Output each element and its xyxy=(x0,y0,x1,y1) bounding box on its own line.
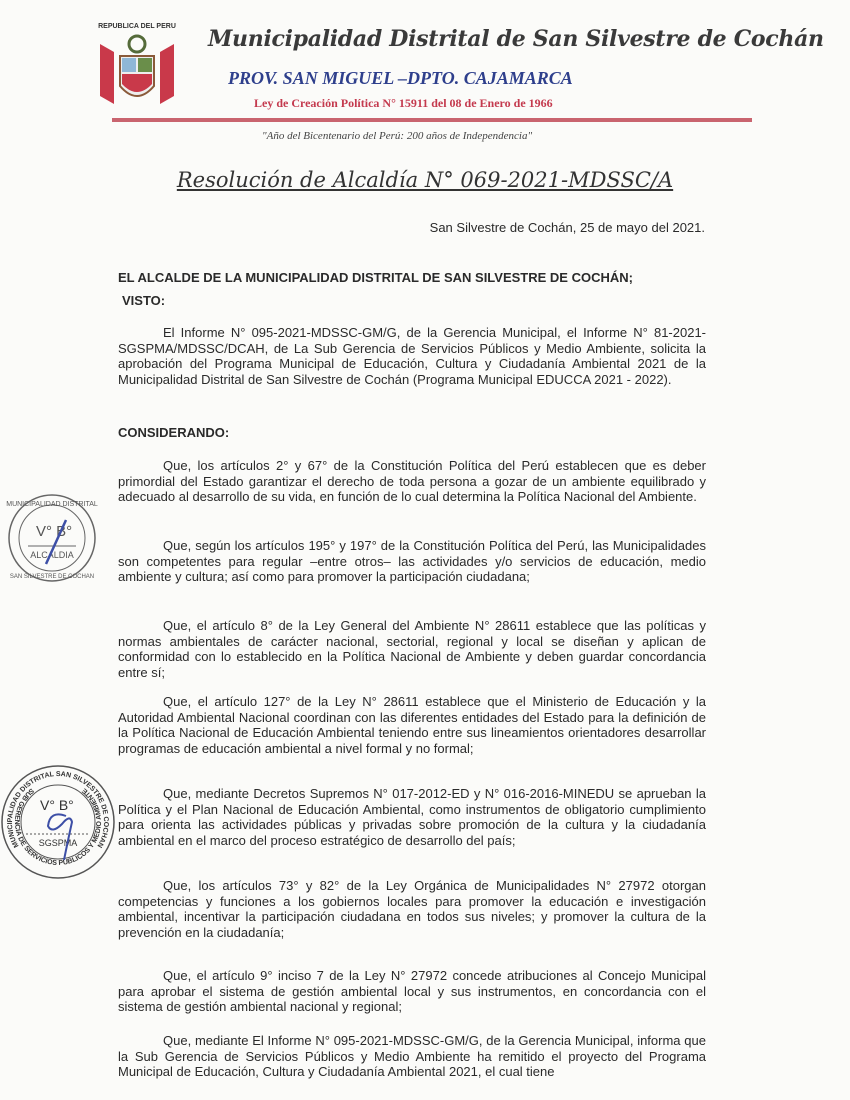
stamp-top-textpath: MUNICIPALIDAD DISTRITAL SAN SILVESTRE DE COCHAN xyxy=(6,770,110,849)
visto-paragraph xyxy=(118,325,706,387)
paragraph-text: Que, los artículos 73° y 82° de la Ley Orgánica de Municipalidades N° 27972 otorgan competencias y funciones a los gobiernos locales para promover la educación e investigación ambiental, incentivar la participación ciudadana en todos sus niveles; y promover la cultura de la prevención en la ciudadanía; xyxy=(118,878,706,940)
creation-law: Ley de Creación Política N° 15911 del 08 de Enero de 1966 xyxy=(254,96,553,110)
coat-of-arms-logo xyxy=(92,14,182,114)
stamp-mark: V° B° xyxy=(40,797,74,813)
province-line: PROV. SAN MIGUEL –DPTO. CAJAMARCA xyxy=(228,68,573,88)
stamp-label: ALCALDIA xyxy=(30,550,74,560)
paragraph-text: Que, mediante Decretos Supremos N° 017-2012-ED y N° 016-2016-MINEDU se aprueban la Política y el Plan Nacional de Educación Ambiental, como instrumentos de obligatorio cumplimiento para orienta las actividades públicas y privadas sobre promoción de la cultura y la ciudadanía ambiental en el marco del proceso estratégico de desarrollo del país; xyxy=(118,786,706,848)
sgspma-approval-stamp xyxy=(0,764,116,880)
alcaldia-approval-stamp xyxy=(6,492,98,584)
date-line: San Silvestre de Cochán, 25 de mayo del 2021. xyxy=(429,220,705,235)
considerando-paragraph xyxy=(118,538,706,585)
authority-heading: EL ALCALDE DE LA MUNICIPALIDAD DISTRITAL DE SAN SILVESTRE DE COCHÁN; xyxy=(118,270,633,285)
year-motto: "Año del Bicentenario del Perú: 200 años de Independencia" xyxy=(262,130,533,142)
stamp-top-text: MUNICIPALIDAD DISTRITAL xyxy=(6,501,98,508)
paragraph-text: Que, según los artículos 195° y 197° de la Constitución Política del Perú, las Municipalidades son competentes para regular –entre otros– las actividades y/o servicios de educación, medio ambiente y cultura; así como para promover la participación ciudadana; xyxy=(118,538,706,585)
considerando-paragraph xyxy=(118,694,706,756)
considerando-paragraph xyxy=(118,618,706,680)
considerando-paragraph xyxy=(118,1033,706,1080)
header-divider xyxy=(112,118,752,122)
stamp-mark: V° B° xyxy=(36,523,73,540)
municipality-name: Municipalidad Distrital de San Silvestre de Cochán xyxy=(208,26,824,52)
considerando-paragraph xyxy=(118,458,706,505)
visto-text: El Informe N° 095-2021-MDSSC-GM/G, de la Gerencia Municipal, el Informe N° 81-2021-SGSPMA/MDSSC/DCAH, de La Sub Gerencia de Servicios Públicos y Medio Ambiente, solicita la aprobación del Programa Municipal de Educación, Cultura y Ciudadanía Ambiental 2021 de la Municipalidad Distrital de San Silvestre de Cochán (Programa Municipal EDUCCA 2021 - 2022). xyxy=(118,325,706,387)
resolution-title-wrap xyxy=(0,168,850,192)
paragraph-text: Que, mediante El Informe N° 095-2021-MDSSC-GM/G, de la Gerencia Municipal, informa que la Sub Gerencia de Servicios Públicos y Medio Ambiente ha remitido el proyecto del Programa Municipal de Educación, Cultura y Ciudadanía Ambiental 2021, el cual tiene xyxy=(118,1033,706,1080)
svg-text:REPUBLICA DEL PERU: REPUBLICA DEL PERU xyxy=(98,23,176,30)
considerando-paragraph xyxy=(118,968,706,1015)
visto-heading: VISTO: xyxy=(122,293,166,308)
considerando-paragraph xyxy=(118,878,706,940)
paragraph-text: Que, el artículo 8° de la Ley General del Ambiente N° 28611 establece que las políticas y normas ambientales de carácter nacional, sectorial, regional y local se diseñan y aplican de conformidad con lo establecido en la Política Nacional de Ambiente y deben guardar concordancia entre sí; xyxy=(118,618,706,680)
paragraph-text: Que, el artículo 127° de la Ley N° 28611 establece que el Ministerio de Educación y la Autoridad Ambiental Nacional coordinan con las diferentes entidades del Estado para la definición de la Política Nacional de Educación Ambiental teniendo entre sus lineamientos orientadores desarrollar programas de educación ambiental a nivel formal y no formal; xyxy=(118,694,706,756)
stamp-bottom-textpath: SUB GERENCIA DE SERVICIOS PUBLICOS Y MEDIO AMBIENTE xyxy=(12,786,104,868)
paragraph-text: Que, el artículo 9° inciso 7 de la Ley N° 27972 concede atribuciones al Concejo Municipal para aprobar el sistema de gestión ambiental local y sus instrumentos, en concordancia con el sistema de gestión ambiental nacional y regional; xyxy=(118,968,706,1015)
resolution-title: Resolución de Alcaldía N° 069-2021-MDSSC/A xyxy=(176,168,674,192)
paragraph-text: Que, los artículos 2° y 67° de la Constitución Política del Perú establecen que es deber primordial del Estado garantizar el derecho de toda persona a gozar de un ambiente equilibrado y adecuado al desarrollo de su vida, en función de lo cual determina la Política Nacional del Ambiente. xyxy=(118,458,706,505)
stamp-bottom-text: SAN SILVESTRE DE COCHAN xyxy=(9,574,95,580)
stamp-label: SGSPMA xyxy=(38,838,78,848)
considerando-paragraph xyxy=(118,786,706,848)
considerando-heading: CONSIDERANDO: xyxy=(118,425,230,440)
